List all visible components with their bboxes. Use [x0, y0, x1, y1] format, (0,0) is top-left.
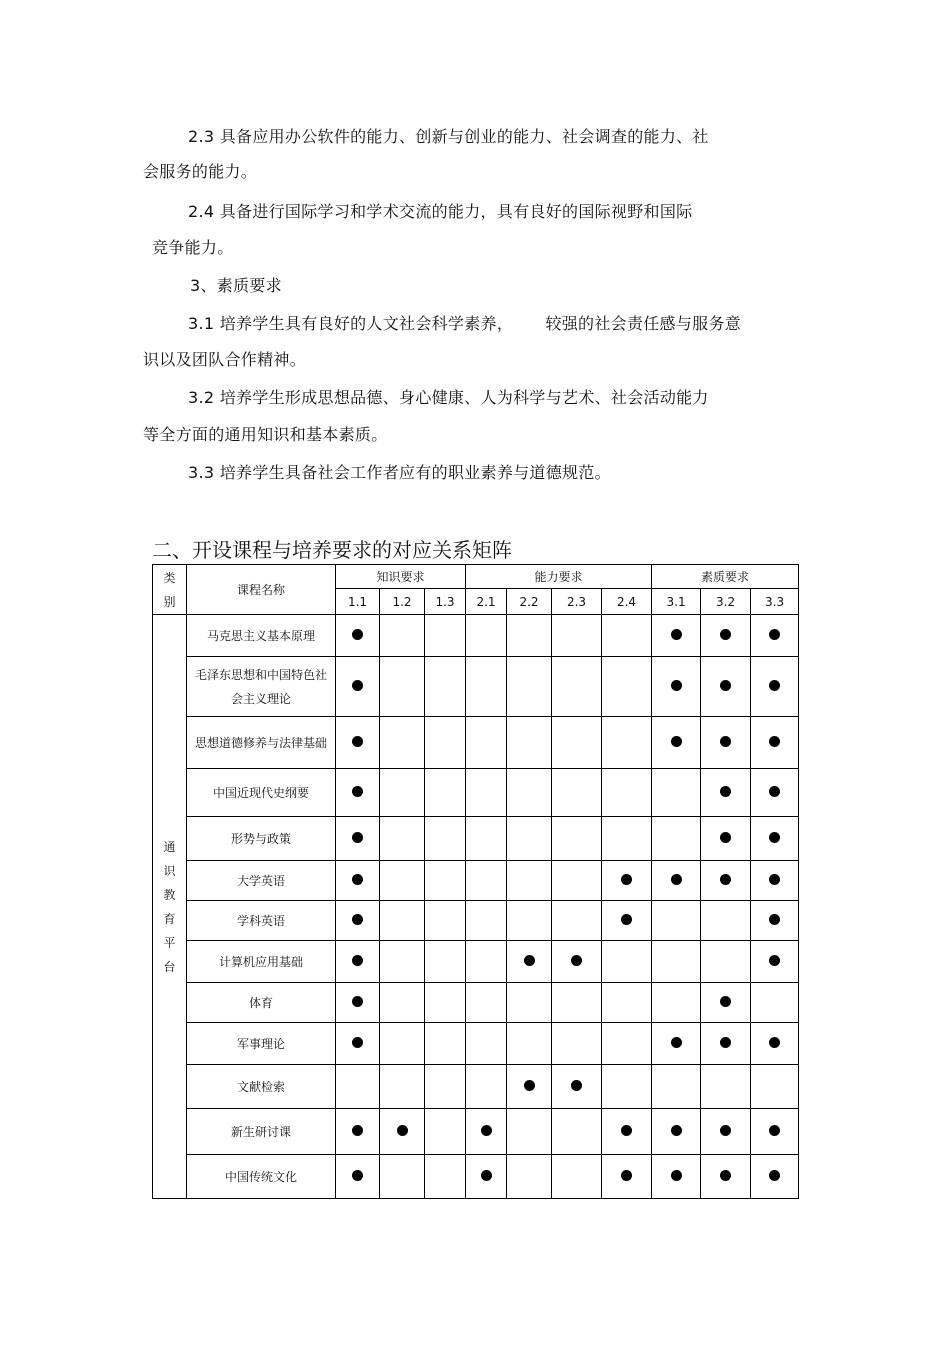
filled-dot-icon	[769, 874, 780, 885]
matrix-cell	[701, 1155, 751, 1199]
matrix-cell	[425, 769, 466, 817]
matrix-cell	[336, 861, 380, 901]
matrix-cell	[380, 717, 425, 769]
matrix-cell	[602, 817, 652, 861]
matrix-cell	[466, 861, 507, 901]
matrix-cell	[751, 1155, 799, 1199]
matrix-cell	[507, 657, 552, 717]
matrix-cell	[466, 615, 507, 657]
paragraph-2-3: 2.3 具备应用办公软件的能力、创新与创业的能力、社会调查的能力、社	[188, 127, 709, 146]
course-name-cell: 学科英语	[187, 901, 336, 941]
subcolumn-header: 2.2	[507, 589, 552, 615]
matrix-cell	[466, 1023, 507, 1065]
matrix-cell	[507, 1109, 552, 1155]
matrix-cell	[602, 769, 652, 817]
matrix-cell	[425, 717, 466, 769]
matrix-cell	[380, 901, 425, 941]
matrix-cell	[466, 657, 507, 717]
matrix-cell	[652, 1065, 701, 1109]
matrix-cell	[336, 983, 380, 1023]
filled-dot-icon	[571, 955, 582, 966]
category-header-label: 类别	[163, 570, 176, 609]
matrix-cell	[466, 941, 507, 983]
knowledge-group-header: 知识要求	[336, 565, 466, 589]
filled-dot-icon	[769, 1125, 780, 1136]
course-name-header: 课程名称	[187, 565, 336, 615]
course-matrix-table	[152, 564, 799, 1199]
filled-dot-icon	[720, 629, 731, 640]
filled-dot-icon	[720, 1170, 731, 1181]
matrix-cell	[336, 657, 380, 717]
filled-dot-icon	[671, 1037, 682, 1048]
matrix-cell	[602, 1065, 652, 1109]
matrix-cell	[602, 901, 652, 941]
table-row	[153, 769, 799, 817]
paragraph-3-2-cont: 等全方面的通用知识和基本素质。	[143, 425, 388, 444]
filled-dot-icon	[720, 1037, 731, 1048]
category-label: 通识教育平台	[163, 839, 176, 974]
matrix-cell	[751, 861, 799, 901]
course-name-cell: 计算机应用基础	[187, 941, 336, 983]
matrix-cell	[751, 657, 799, 717]
table-row	[153, 861, 799, 901]
filled-dot-icon	[621, 874, 632, 885]
table-row	[153, 983, 799, 1023]
matrix-cell	[701, 657, 751, 717]
table-row	[153, 615, 799, 657]
filled-dot-icon	[769, 786, 780, 797]
matrix-cell	[507, 1023, 552, 1065]
course-name-cell: 文献检索	[187, 1065, 336, 1109]
matrix-cell	[466, 1065, 507, 1109]
filled-dot-icon	[352, 736, 363, 747]
matrix-cell	[552, 1109, 602, 1155]
matrix-cell	[466, 901, 507, 941]
matrix-cell	[652, 1109, 701, 1155]
subcolumn-header: 2.1	[466, 589, 507, 615]
filled-dot-icon	[671, 629, 682, 640]
filled-dot-icon	[769, 629, 780, 640]
subcolumn-header: 1.3	[425, 589, 466, 615]
matrix-cell	[751, 615, 799, 657]
filled-dot-icon	[671, 680, 682, 691]
matrix-cell	[507, 861, 552, 901]
matrix-cell	[336, 1065, 380, 1109]
matrix-cell	[701, 817, 751, 861]
matrix-cell	[701, 1023, 751, 1065]
matrix-cell	[380, 983, 425, 1023]
table-row	[153, 817, 799, 861]
matrix-cell	[602, 615, 652, 657]
matrix-cell	[552, 657, 602, 717]
paragraph-3-2: 3.2 培养学生形成思想品德、身心健康、人为科学与艺术、社会活动能力	[188, 388, 709, 407]
paragraph-3-1: 3.1 培养学生具有良好的人文社会科学素养， 较强的社会责任感与服务意	[188, 314, 742, 333]
matrix-cell	[336, 769, 380, 817]
subcolumn-header: 1.2	[380, 589, 425, 615]
matrix-cell	[425, 817, 466, 861]
matrix-cell	[652, 983, 701, 1023]
matrix-cell	[336, 1023, 380, 1065]
matrix-cell	[751, 1109, 799, 1155]
matrix-cell	[380, 861, 425, 901]
matrix-cell	[701, 769, 751, 817]
matrix-cell	[425, 1065, 466, 1109]
matrix-cell	[425, 901, 466, 941]
matrix-cell	[602, 861, 652, 901]
matrix-cell	[701, 615, 751, 657]
course-name-cell: 大学英语	[187, 861, 336, 901]
filled-dot-icon	[481, 1125, 492, 1136]
matrix-cell	[602, 983, 652, 1023]
filled-dot-icon	[524, 955, 535, 966]
filled-dot-icon	[671, 1170, 682, 1181]
filled-dot-icon	[352, 996, 363, 1007]
filled-dot-icon	[720, 1125, 731, 1136]
matrix-cell	[507, 1155, 552, 1199]
matrix-cell	[751, 717, 799, 769]
matrix-cell	[336, 817, 380, 861]
category-header	[153, 565, 187, 615]
filled-dot-icon	[352, 680, 363, 691]
section-title: 二、开设课程与培养要求的对应关系矩阵	[152, 538, 512, 562]
matrix-cell	[552, 1065, 602, 1109]
course-name-cell: 形势与政策	[187, 817, 336, 861]
filled-dot-icon	[571, 1080, 582, 1091]
matrix-cell	[652, 901, 701, 941]
matrix-cell	[552, 983, 602, 1023]
matrix-cell	[602, 717, 652, 769]
matrix-cell	[552, 901, 602, 941]
matrix-cell	[380, 941, 425, 983]
matrix-cell	[507, 615, 552, 657]
matrix-cell	[602, 1023, 652, 1065]
matrix-cell	[751, 901, 799, 941]
matrix-cell	[751, 1065, 799, 1109]
matrix-cell	[652, 1023, 701, 1065]
course-name-cell: 思想道德修养与法律基础	[187, 717, 336, 769]
matrix-cell	[751, 817, 799, 861]
matrix-cell	[701, 941, 751, 983]
filled-dot-icon	[352, 1037, 363, 1048]
filled-dot-icon	[621, 1170, 632, 1181]
matrix-cell	[380, 1155, 425, 1199]
filled-dot-icon	[524, 1080, 535, 1091]
subcolumn-header: 3.1	[652, 589, 701, 615]
matrix-cell	[380, 615, 425, 657]
filled-dot-icon	[769, 680, 780, 691]
matrix-cell	[552, 769, 602, 817]
matrix-cell	[602, 941, 652, 983]
table-row	[153, 1023, 799, 1065]
subcolumn-header: 2.4	[602, 589, 652, 615]
matrix-cell	[466, 817, 507, 861]
filled-dot-icon	[621, 1125, 632, 1136]
matrix-cell	[336, 615, 380, 657]
paragraph-3-1-cont: 识以及团队合作精神。	[143, 350, 307, 369]
table-row	[153, 717, 799, 769]
subcolumn-header: 2.3	[552, 589, 602, 615]
matrix-cell	[380, 1065, 425, 1109]
filled-dot-icon	[621, 914, 632, 925]
matrix-cell	[552, 615, 602, 657]
matrix-cell	[425, 657, 466, 717]
filled-dot-icon	[720, 786, 731, 797]
matrix-cell	[652, 717, 701, 769]
matrix-cell	[425, 941, 466, 983]
matrix-cell	[552, 717, 602, 769]
filled-dot-icon	[769, 955, 780, 966]
matrix-cell	[652, 615, 701, 657]
matrix-cell	[380, 1109, 425, 1155]
matrix-cell	[507, 717, 552, 769]
matrix-cell	[425, 1109, 466, 1155]
matrix-cell	[425, 861, 466, 901]
matrix-cell	[466, 983, 507, 1023]
matrix-cell	[701, 717, 751, 769]
matrix-cell	[652, 861, 701, 901]
filled-dot-icon	[720, 736, 731, 747]
table-row	[153, 1065, 799, 1109]
matrix-cell	[507, 769, 552, 817]
filled-dot-icon	[352, 874, 363, 885]
filled-dot-icon	[769, 736, 780, 747]
matrix-cell	[507, 1065, 552, 1109]
matrix-cell	[380, 1023, 425, 1065]
matrix-cell	[336, 1109, 380, 1155]
ability-group-header: 能力要求	[466, 565, 652, 589]
matrix-cell	[380, 769, 425, 817]
matrix-cell	[751, 1023, 799, 1065]
matrix-cell	[336, 901, 380, 941]
matrix-cell	[552, 817, 602, 861]
matrix-cell	[602, 657, 652, 717]
paragraph-2-4: 2.4 具备进行国际学习和学术交流的能力，具有良好的国际视野和国际	[188, 202, 693, 221]
subcolumn-header: 1.1	[336, 589, 380, 615]
table-row	[153, 657, 799, 717]
filled-dot-icon	[352, 629, 363, 640]
matrix-cell	[701, 983, 751, 1023]
subcolumn-header: 3.2	[701, 589, 751, 615]
matrix-cell	[602, 1109, 652, 1155]
paragraph-3-3: 3.3 培养学生具备社会工作者应有的职业素养与道德规范。	[188, 463, 611, 482]
matrix-cell	[701, 861, 751, 901]
matrix-cell	[552, 861, 602, 901]
matrix-cell	[552, 1155, 602, 1199]
matrix-cell	[336, 1155, 380, 1199]
matrix-cell	[507, 817, 552, 861]
matrix-cell	[652, 657, 701, 717]
filled-dot-icon	[352, 955, 363, 966]
matrix-cell	[466, 1155, 507, 1199]
matrix-cell	[652, 817, 701, 861]
filled-dot-icon	[720, 832, 731, 843]
matrix-cell	[507, 901, 552, 941]
matrix-cell	[751, 769, 799, 817]
matrix-cell	[701, 1109, 751, 1155]
filled-dot-icon	[720, 874, 731, 885]
filled-dot-icon	[352, 786, 363, 797]
matrix-cell	[652, 941, 701, 983]
table-row	[153, 1155, 799, 1199]
filled-dot-icon	[352, 832, 363, 843]
matrix-cell	[652, 769, 701, 817]
filled-dot-icon	[352, 1125, 363, 1136]
course-name-cell: 毛泽东思想和中国特色社会主义理论	[187, 657, 336, 717]
paragraph-2-3-cont: 会服务的能力。	[143, 162, 258, 181]
filled-dot-icon	[481, 1170, 492, 1181]
filled-dot-icon	[352, 1170, 363, 1181]
matrix-cell	[507, 941, 552, 983]
matrix-cell	[425, 1155, 466, 1199]
matrix-cell	[336, 717, 380, 769]
table-row	[153, 1109, 799, 1155]
matrix-cell	[466, 717, 507, 769]
table-row	[153, 941, 799, 983]
matrix-cell	[380, 657, 425, 717]
course-name-cell: 中国近现代史纲要	[187, 769, 336, 817]
filled-dot-icon	[769, 914, 780, 925]
matrix-cell	[380, 817, 425, 861]
matrix-cell	[751, 941, 799, 983]
table-row	[153, 901, 799, 941]
matrix-cell	[336, 941, 380, 983]
matrix-cell	[425, 615, 466, 657]
quality-group-header: 素质要求	[652, 565, 799, 589]
course-name-cell: 军事理论	[187, 1023, 336, 1065]
matrix-cell	[701, 1065, 751, 1109]
filled-dot-icon	[352, 914, 363, 925]
matrix-cell	[652, 1155, 701, 1199]
course-name-cell: 新生研讨课	[187, 1109, 336, 1155]
course-name-cell: 体育	[187, 983, 336, 1023]
category-cell	[153, 615, 187, 1199]
filled-dot-icon	[397, 1125, 408, 1136]
filled-dot-icon	[671, 736, 682, 747]
matrix-cell	[602, 1155, 652, 1199]
subcolumn-header: 3.3	[751, 589, 799, 615]
matrix-cell	[751, 983, 799, 1023]
matrix-cell	[425, 983, 466, 1023]
filled-dot-icon	[769, 1170, 780, 1181]
matrix-cell	[552, 941, 602, 983]
filled-dot-icon	[720, 996, 731, 1007]
matrix-cell	[466, 1109, 507, 1155]
filled-dot-icon	[671, 874, 682, 885]
course-name-cell: 马克思主义基本原理	[187, 615, 336, 657]
matrix-cell	[552, 1023, 602, 1065]
filled-dot-icon	[769, 1037, 780, 1048]
filled-dot-icon	[671, 1125, 682, 1136]
paragraph-2-4-cont: 竞争能力。	[152, 238, 234, 257]
matrix-cell	[425, 1023, 466, 1065]
matrix-cell	[507, 983, 552, 1023]
matrix-cell	[701, 901, 751, 941]
filled-dot-icon	[720, 680, 731, 691]
course-name-cell: 中国传统文化	[187, 1155, 336, 1199]
filled-dot-icon	[769, 832, 780, 843]
quality-heading: 3、素质要求	[190, 276, 282, 295]
matrix-cell	[466, 769, 507, 817]
